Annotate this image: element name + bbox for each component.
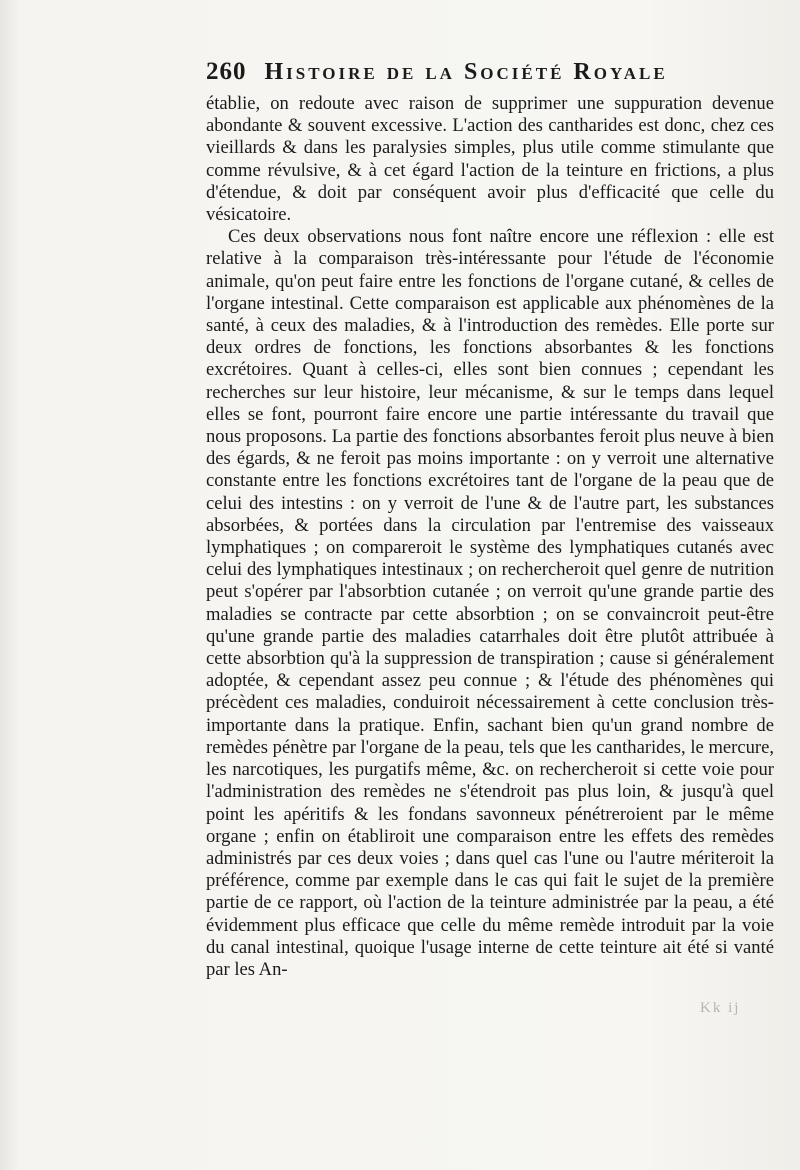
page-number: 260 <box>206 58 247 85</box>
page-header <box>206 58 766 90</box>
signature-mark: Kk ij <box>700 1000 741 1016</box>
body-text <box>206 93 774 981</box>
paragraph-continuation: établie, on redoute avec raison de supprimer une suppuration devenue abondante & souvent excessive. L'action des cantharides est donc, chez ces vieillards & dans les paralysies simples, plus utile comme stimulante que comme révulsive, & à cet égard l'action de la teinture en frictions, a plus d'étendue, & doit par conséquent avoir plus d'efficacité que celle du vésicatoire. <box>206 93 774 226</box>
paragraph: Ces deux observations nous font naître encore une réflexion : elle est relative à la comparaison très-intéressante pour l'étude de l'économie animale, qu'on peut faire entre les fonctions de l'organe cutané, & celles de l'organe intestinal. Cette comparaison est applicable aux phénomènes de la santé, à ceux des maladies, & à l'introduction des remèdes. Elle porte sur deux ordres de fonctions, les fonctions absorbantes & les fonctions excrétoires. Quant à celles-ci, elles sont bien connues ; cependant les recherches sur leur histoire, leur mécanisme, & sur le temps dans lequel elles se font, pourront faire encore une partie intéressante du travail que nous proposons. La partie des fonctions absorbantes feroit plus neuve à bien des égards, & ne feroit pas moins importante : on y verroit une alternative constante entre les fonctions excrétoires tant de l'organe de la peau que de celui des intestins : on y verroit de l'une & de l'autre part, les substances absorbées, & portées dans la circulation par l'entremise des vaisseaux lymphatiques ; on compareroit le système des lymphatiques cutanés avec celui des lymphatiques intestinaux ; on rechercheroit quel genre de nutrition peut s'opérer par l'absorbtion cutanée ; on verroit qu'une grande partie des maladies se contracte par cette absorbtion ; on se convaincroit peut-être qu'une grande partie des maladies catarrhales doit être plutôt attribuée à cette absorbtion qu'à la suppression de transpiration ; cause si généralement adoptée, & cependant assez peu connue ; & l'étude des phénomènes qui précèdent ces maladies, conduiroit nécessairement à cette conclusion très-importante dans la pratique. Enfin, sachant bien qu'un grand nombre de remèdes pénètre par l'organe de la peau, tels que les cantharides, le mercure, les narcotiques, les purgatifs même, &c. on rechercheroit si cette voie pour l'administration des remèdes ne s'étendroit pas plus loin, & jusqu'à quel point les apéritifs & les fondans savonneux pénétreroient par le même organe ; enfin on établiroit une comparaison entre les effets des remèdes administrés par ces deux voies ; dans quel cas l'une ou l'autre mériteroit la préférence, comme par exemple dans le cas qui fait le sujet de la première partie de ce rapport, où l'action de la teinture administrée par la peau, a été évidemment plus efficace que celle du même remède introduit par la voie du canal intestinal, quoique l'usage interne de cette teinture ait été si vanté par les An- <box>206 226 774 980</box>
running-title: Histoire de la Société Royale <box>264 59 668 85</box>
